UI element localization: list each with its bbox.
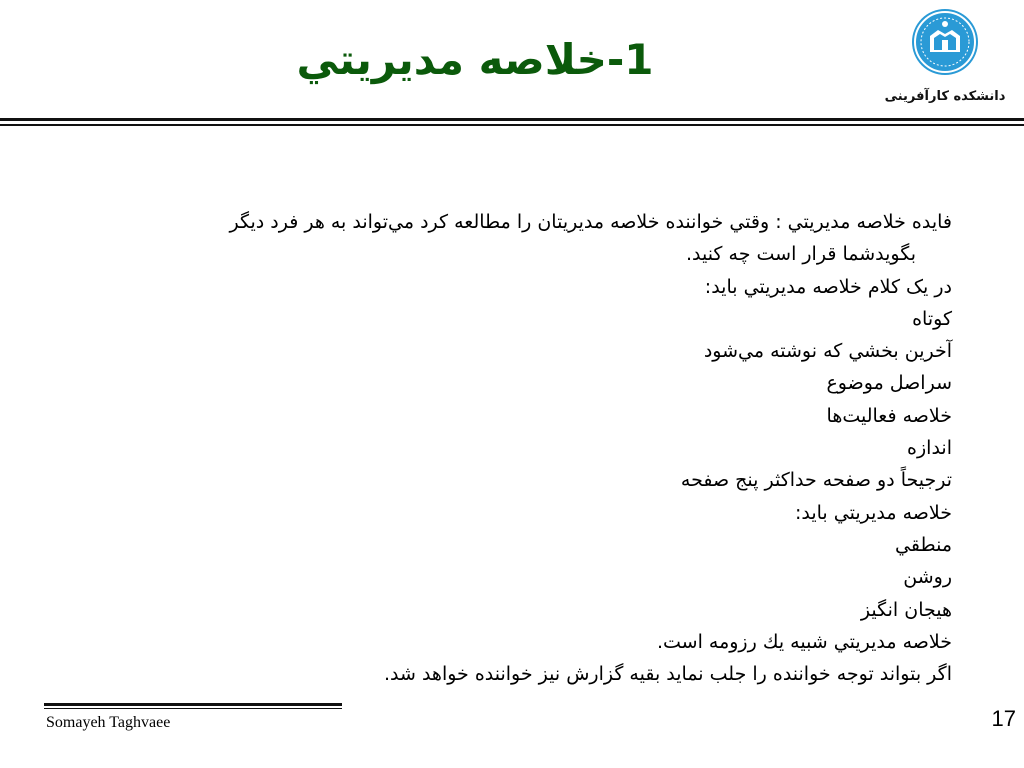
text-line: خلاصه فعاليت‌ها — [826, 404, 952, 427]
university-seal-icon — [884, 4, 1006, 114]
text-line: كوتاه — [912, 307, 952, 330]
text-line: آخرين بخشي كه نوشته مي‌شود — [703, 340, 952, 363]
header-rule-thick — [0, 118, 1024, 121]
university-logo — [884, 4, 1006, 114]
footer-author: Somayeh Taghvaee — [46, 714, 171, 731]
slide-title: 1-خلاصه مديريتي — [296, 35, 654, 84]
text-line: منطقي — [895, 533, 952, 556]
logo-caption: دانشکده کارآفرینی — [884, 89, 1006, 104]
text-line: خلاصه مديريتي شبيه يك رزومه است. — [656, 630, 952, 653]
page-number: 17 — [991, 706, 1016, 731]
text-line: اندازه — [907, 437, 952, 460]
text-line: سراصل موضوع — [826, 372, 952, 395]
footer-rule-thick — [44, 703, 342, 706]
text-line: روشن — [903, 566, 952, 589]
text-line: اگر بتواند توجه خواننده را جلب نمايد بقيه گزارش نيز خواننده خواهد شد. — [383, 663, 952, 686]
text-line: خلاصه مديريتي بايد: — [794, 501, 952, 524]
text-line: در يک كلام خلاصه مديريتي بايد: — [704, 275, 952, 298]
header-rule-thin — [0, 124, 1024, 126]
text-line: فايده خلاصه مديريتي : وقتي خواننده خلاصه مديريتان را مطالعه كرد مي‌تواند به هر فرد ديگر — [229, 211, 952, 233]
text-line: ترجيحاً دو صفحه حداكثر پنج صفحه — [680, 469, 952, 492]
slide-body — [30, 206, 952, 690]
text-line: بگويدشما قرار است چه كنيد. — [685, 243, 916, 266]
text-line: هيجان انگيز — [860, 598, 952, 621]
footer-rule-thin — [44, 708, 342, 709]
